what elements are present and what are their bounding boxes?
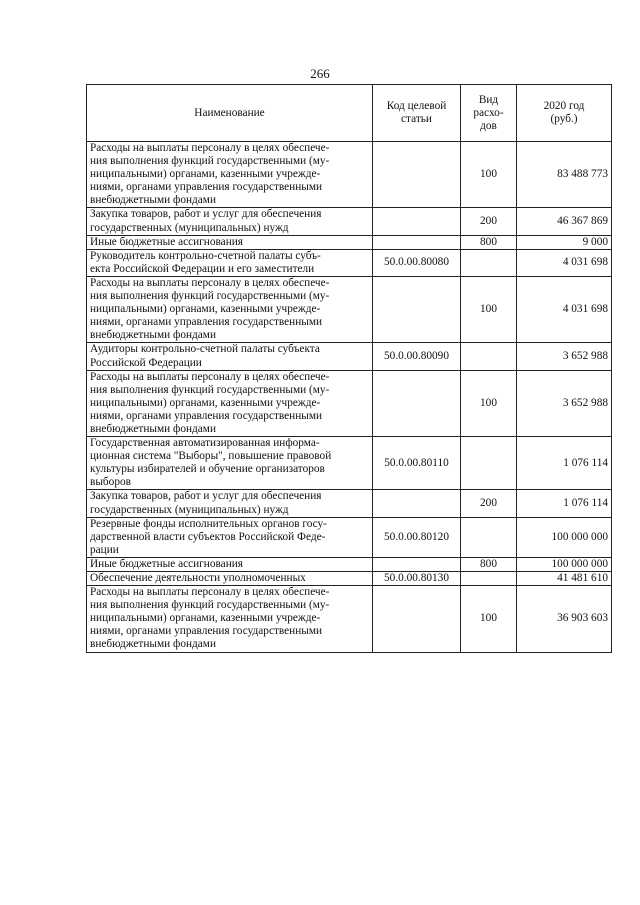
header-code: Код целевой статьи [373,85,461,142]
table-body [87,142,612,653]
table-row [87,572,612,586]
row-amount-cell: 36 903 603 [517,586,612,652]
row-amount-cell: 1 076 114 [517,437,612,490]
row-amount-cell: 3 652 988 [517,343,612,370]
row-code-cell [373,490,461,517]
row-name-cell: Резервные фонды исполнительных органов госу- дарственной власти субъектов Российской Феде- рации [87,517,373,557]
row-code-cell: 50.0.00.80130 [373,572,461,586]
table-row [87,490,612,517]
row-name-cell: Расходы на выплаты персоналу в целях обеспече- ния выполнения функций государственными (му- ниципальными) органами, казенными учрежде- ниями, органами управления государственными внебюджетными фондами [87,276,373,342]
row-name-cell: Руководитель контрольно-счетной палаты субъ- екта Российской Федерации и его заместители [87,249,373,276]
row-code-cell [373,370,461,436]
row-amount-cell: 100 000 000 [517,557,612,571]
row-amount-cell: 46 367 869 [517,208,612,235]
row-amount-cell: 100 000 000 [517,517,612,557]
table-row [87,370,612,436]
table-row [87,208,612,235]
row-kind-cell [461,437,517,490]
row-kind-cell: 100 [461,586,517,652]
header-amount: 2020 год (руб.) [517,85,612,142]
row-code-cell [373,142,461,208]
row-amount-cell: 83 488 773 [517,142,612,208]
row-name-cell: Закупка товаров, работ и услуг для обеспечения государственных (муниципальных) нужд [87,208,373,235]
table-row [87,517,612,557]
page-number: 266 [310,66,330,81]
table-header [87,85,612,142]
row-amount-cell: 9 000 [517,235,612,249]
row-code-cell [373,586,461,652]
row-kind-cell [461,249,517,276]
table-row [87,142,612,208]
row-name-cell: Расходы на выплаты персоналу в целях обеспече- ния выполнения функций государственными (му- ниципальными) органами, казенными учрежде- ниями, органами управления государственными внебюджетными фондами [87,586,373,652]
budget-table [86,84,612,653]
row-name-cell: Расходы на выплаты персоналу в целях обеспече- ния выполнения функций государственными (му- ниципальными) органами, казенными учрежде- ниями, органами управления государственными внебюджетными фондами [87,370,373,436]
row-kind-cell [461,343,517,370]
header-name: Наименование [87,85,373,142]
header-kind: Вид расхо- дов [461,85,517,142]
row-kind-cell: 100 [461,142,517,208]
row-amount-cell: 3 652 988 [517,370,612,436]
row-code-cell [373,208,461,235]
table-row [87,557,612,571]
row-code-cell: 50.0.00.80110 [373,437,461,490]
row-amount-cell: 1 076 114 [517,490,612,517]
row-code-cell: 50.0.00.80090 [373,343,461,370]
row-name-cell: Расходы на выплаты персоналу в целях обеспече- ния выполнения функций государственными (му- ниципальными) органами, казенными учрежде- ниями, органами управления государственными внебюджетными фондами [87,142,373,208]
row-kind-cell: 100 [461,276,517,342]
table-row [87,276,612,342]
header-row [87,85,612,142]
row-name-cell: Государственная автоматизированная информа- ционная система "Выборы", повышение правовой культуры избирателей и обучение организаторов выборов [87,437,373,490]
row-code-cell [373,557,461,571]
row-kind-cell: 200 [461,490,517,517]
row-code-cell: 50.0.00.80080 [373,249,461,276]
row-name-cell: Иные бюджетные ассигнования [87,235,373,249]
row-kind-cell: 800 [461,235,517,249]
row-code-cell [373,235,461,249]
row-amount-cell: 4 031 698 [517,276,612,342]
row-kind-cell [461,572,517,586]
row-amount-cell: 41 481 610 [517,572,612,586]
row-name-cell: Аудиторы контрольно-счетной палаты субъекта Российской Федерации [87,343,373,370]
row-name-cell: Обеспечение деятельности уполномоченных [87,572,373,586]
row-code-cell: 50.0.00.80120 [373,517,461,557]
row-name-cell: Иные бюджетные ассигнования [87,557,373,571]
table-row [87,343,612,370]
row-kind-cell [461,517,517,557]
table-row [87,437,612,490]
row-kind-cell: 200 [461,208,517,235]
table-row [87,235,612,249]
row-amount-cell: 4 031 698 [517,249,612,276]
row-kind-cell: 100 [461,370,517,436]
row-kind-cell: 800 [461,557,517,571]
table-row [87,249,612,276]
row-code-cell [373,276,461,342]
table-row [87,586,612,652]
row-name-cell: Закупка товаров, работ и услуг для обеспечения государственных (муниципальных) нужд [87,490,373,517]
